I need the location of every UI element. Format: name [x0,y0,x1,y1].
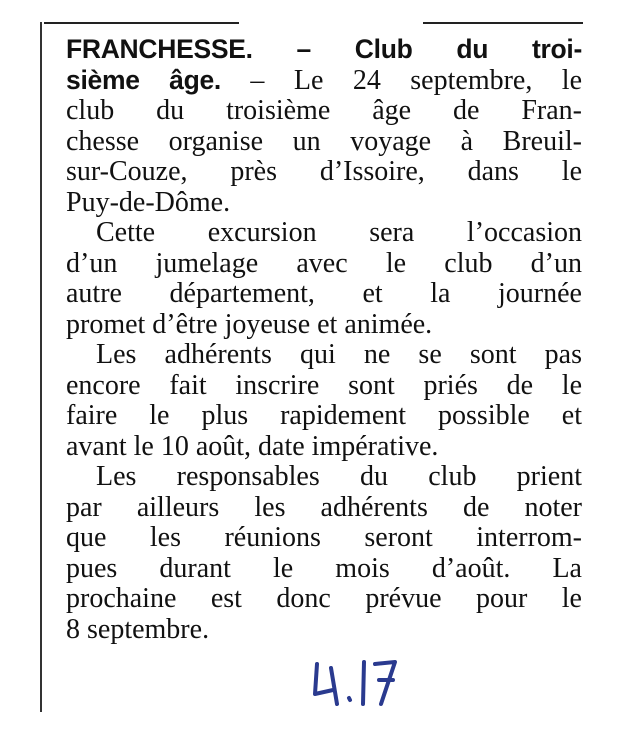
article-line: pues durant le mois d’août. La [66,552,582,584]
article-line: promet d’être joyeuse et animée. [66,308,433,340]
article-line: par ailleurs les adhérents de noter [66,491,582,523]
article-line: faire le plus rapidement possible et [66,400,582,431]
article-line: d’un jumelage avec le club d’un [66,247,582,279]
article-line: prochaine est donc prévue pour le [66,583,582,614]
article-line: avant le 10 août, date impérative. [66,430,439,462]
article-line: 8 septembre. [66,613,210,645]
article-headline: sième âge. [66,64,221,95]
article-line: encore fait inscrire sont priés de le [66,369,582,401]
top-rule-left [44,22,239,24]
article-line: sur-Couze, près d’Issoire, dans le [66,156,582,187]
article-line: Cette excursion sera l’occasion [96,217,582,248]
article-line: que les réunions seront interrom- [66,522,582,553]
article-line: Les responsables du club prient [96,461,582,492]
article-line: chesse organise un voyage à Breuil- [66,125,582,157]
column-rule [40,22,42,712]
handwritten-annotation-strokes [315,662,395,704]
handwritten-annotation [309,654,409,710]
article-body [66,34,582,644]
article-line: Les adhérents qui ne se sont pas [96,339,582,370]
article-line: sième âge. – Le 24 septembre, le [66,64,582,96]
top-rule-right [423,22,583,24]
article-line [66,34,582,65]
article-line: Puy-de-Dôme. [66,186,231,218]
article-line: club du troisième âge de Fran- [66,95,582,126]
article-line: autre département, et la journée [66,278,582,309]
article-headline: FRANCHESSE. – Club du troi- [66,34,582,64]
